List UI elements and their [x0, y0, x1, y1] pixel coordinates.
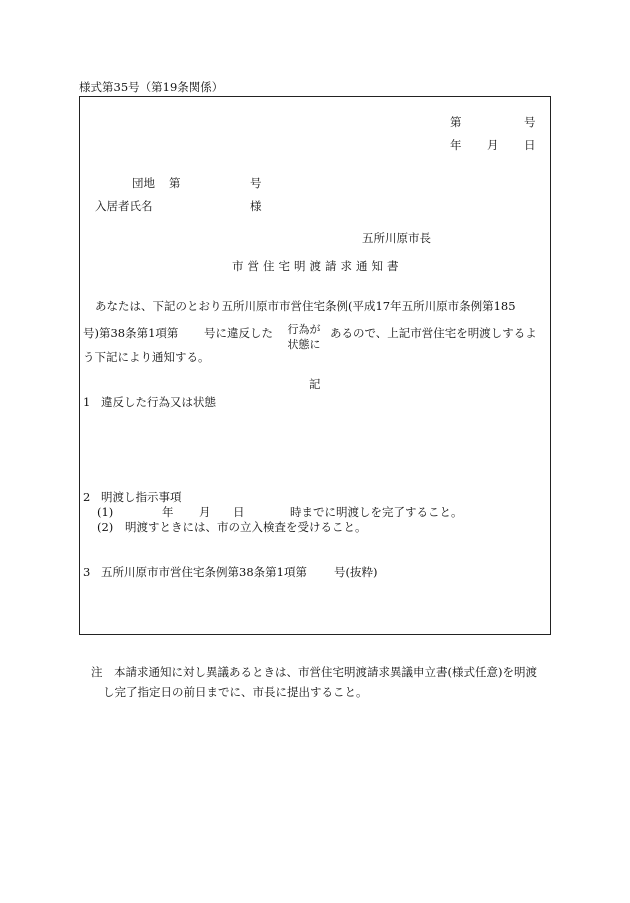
item2-text: 明渡し指示事項: [101, 490, 182, 504]
danchi-prefix: 第: [169, 176, 181, 190]
date-year: 年: [450, 138, 462, 152]
resident-honorific: 様: [250, 199, 262, 213]
danchi-label: 団地: [132, 176, 155, 190]
item3-text-a: 五所川原市市営住宅条例第38条第1項第: [101, 565, 307, 579]
danchi-suffix: 号: [250, 176, 262, 190]
stack-bottom: 状態に: [287, 338, 321, 351]
item2-sub1-number: (1): [97, 505, 114, 519]
conduct-state-stack: [287, 322, 321, 352]
item2-sub1-year: 年: [162, 505, 174, 519]
stack-top: 行為が: [287, 323, 321, 336]
item2-sub1-text: 時までに明渡しを完了すること。: [290, 505, 463, 519]
item2-sub1-month: 月: [199, 505, 211, 519]
number-prefix: 第: [450, 115, 462, 129]
item1-text: 違反した行為又は状態: [101, 395, 216, 409]
resident-label: 入居者氏名: [95, 199, 153, 213]
note-line-1: 本請求通知に対し異議あるときは、市営住宅明渡請求異議申立書(様式任意)を明渡: [114, 665, 537, 679]
item3-number: 3: [83, 565, 91, 579]
issuer: 五所川原市長: [362, 231, 431, 245]
body-line-2c: あるので、上記市営住宅を明渡しするよ: [330, 326, 537, 340]
body-line-3: う下記により通知する。: [83, 350, 210, 364]
ki-heading: 記: [309, 377, 321, 391]
item2-sub1-day: 日: [233, 505, 245, 519]
item2-sub2-text: 明渡すときには、市の立入検査を受けること。: [125, 520, 367, 534]
item3-text-b: 号(抜粋): [334, 565, 378, 579]
item1-number: 1: [83, 395, 91, 409]
body-line-1: あなたは、下記のとおり五所川原市市営住宅条例(平成17年五所川原市条例第185: [95, 299, 516, 313]
date-day: 日: [524, 138, 536, 152]
item2-number: 2: [83, 490, 91, 504]
item2-sub2-number: (2): [97, 520, 114, 534]
form-label: 様式第35号（第19条関係）: [79, 80, 224, 94]
note-label: 注: [91, 665, 103, 679]
document-title: 市営住宅明渡請求通知書: [232, 259, 403, 273]
body-line-2b: 号に違反した: [204, 326, 273, 340]
body-line-2a: 号)第38条第1項第: [83, 326, 179, 340]
date-month: 月: [487, 138, 499, 152]
note-line-2: し完了指定日の前日までに、市長に提出すること。: [103, 685, 368, 699]
number-suffix: 号: [524, 115, 536, 129]
